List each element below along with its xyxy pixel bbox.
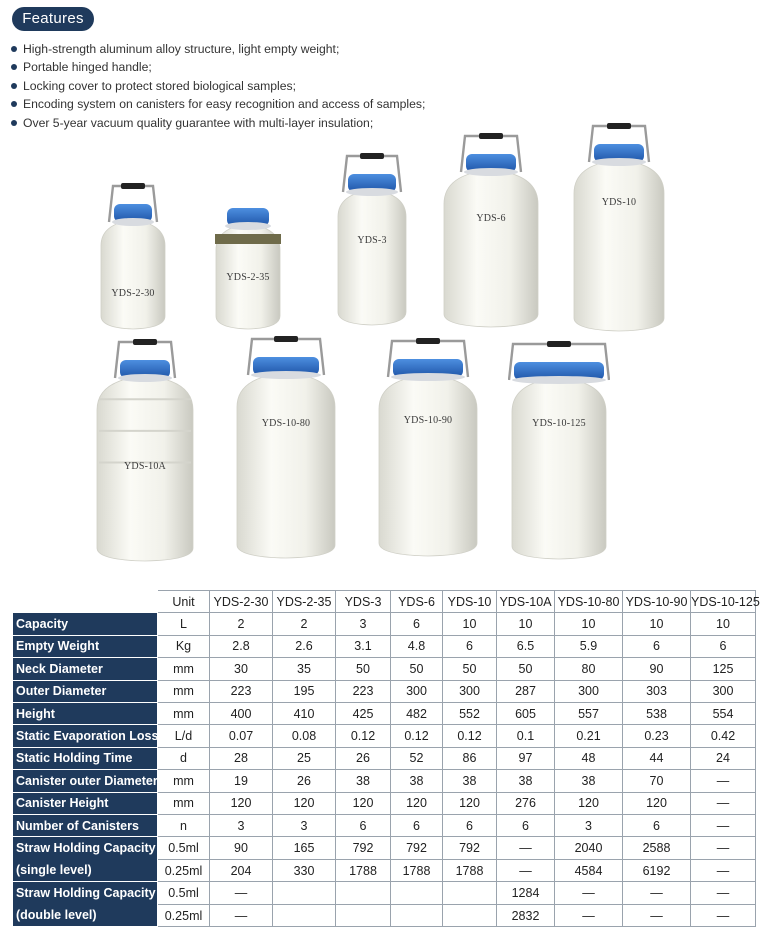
value-cell: 276	[497, 792, 555, 814]
value-cell: —	[210, 882, 273, 905]
value-cell: 90	[623, 658, 691, 680]
tank-label: YDS-10-125	[532, 418, 586, 429]
value-cell: 300	[443, 680, 497, 702]
value-cell: 0.12	[391, 725, 443, 747]
row-label: Static Evaporation Loss	[13, 725, 158, 747]
table-row	[13, 770, 756, 792]
value-cell: 300	[555, 680, 623, 702]
value-cell: 1788	[443, 859, 497, 882]
value-cell: —	[691, 814, 756, 836]
tank-body	[379, 375, 477, 556]
value-cell: 97	[497, 747, 555, 769]
row-label: Neck Diameter	[13, 658, 158, 680]
value-cell: 120	[210, 792, 273, 814]
tank-label: YDS-10	[601, 197, 637, 208]
value-cell: —	[623, 882, 691, 905]
value-cell: 195	[273, 680, 336, 702]
value-cell	[391, 882, 443, 905]
value-cell	[391, 904, 443, 927]
unit-cell: n	[158, 814, 210, 836]
column-header: YDS-6	[391, 591, 443, 613]
value-cell: 50	[443, 658, 497, 680]
handle-grip	[547, 341, 571, 347]
tank-yds-2-30	[97, 180, 169, 330]
value-cell: 24	[691, 747, 756, 769]
value-cell: 25	[273, 747, 336, 769]
value-cell: 0.1	[497, 725, 555, 747]
value-cell: 35	[273, 658, 336, 680]
row-label: Capacity	[13, 613, 158, 635]
tank-yds-10-90	[375, 335, 481, 557]
value-cell: 1284	[497, 882, 555, 905]
row-label: Empty Weight	[13, 635, 158, 657]
table-row	[13, 725, 756, 747]
value-cell: 10	[497, 613, 555, 635]
row-label-line: Straw Holding Capacity	[16, 841, 156, 856]
table-row	[13, 702, 756, 724]
row-label: Static Holding Time	[13, 747, 158, 769]
tank-label: YDS-2-30	[111, 288, 155, 299]
value-cell: 6192	[623, 859, 691, 882]
unit-cell: L/d	[158, 725, 210, 747]
value-cell: 223	[336, 680, 391, 702]
unit-cell: 0.5ml	[158, 882, 210, 905]
value-cell: 38	[443, 770, 497, 792]
value-cell: 26	[273, 770, 336, 792]
tank-neck-collar	[391, 373, 465, 381]
tank-yds-10	[570, 120, 668, 332]
features-badge: Features	[12, 7, 94, 31]
value-cell: 6	[391, 814, 443, 836]
row-label: Number of Canisters	[13, 814, 158, 836]
value-cell: 552	[443, 702, 497, 724]
tank-label: YDS-2-35	[226, 272, 270, 283]
unit-cell: d	[158, 747, 210, 769]
value-cell: 6	[623, 814, 691, 836]
tank-label: YDS-10A	[124, 461, 166, 472]
tank-neck-collar	[592, 158, 646, 166]
unit-cell: 0.5ml	[158, 837, 210, 860]
value-cell: 605	[497, 702, 555, 724]
value-cell	[443, 882, 497, 905]
value-cell: 10	[623, 613, 691, 635]
row-label-line: (single level)	[16, 863, 92, 878]
tank-body	[444, 170, 538, 327]
value-cell: 2040	[555, 837, 623, 860]
value-cell: 120	[273, 792, 336, 814]
value-cell: 38	[391, 770, 443, 792]
tank-body	[338, 190, 406, 325]
row-label: Canister outer Diameter	[13, 770, 158, 792]
value-cell: 287	[497, 680, 555, 702]
value-cell: 50	[336, 658, 391, 680]
value-cell: —	[555, 882, 623, 905]
unit-cell: mm	[158, 658, 210, 680]
tank-neck-collar	[112, 218, 154, 226]
tank-neck-collar	[464, 168, 518, 176]
value-cell: 410	[273, 702, 336, 724]
value-cell: —	[497, 859, 555, 882]
value-cell: —	[497, 837, 555, 860]
value-cell: 557	[555, 702, 623, 724]
value-cell: 6	[336, 814, 391, 836]
value-cell: 50	[391, 658, 443, 680]
column-header: YDS-10-90	[623, 591, 691, 613]
value-cell: 120	[623, 792, 691, 814]
value-cell: 38	[497, 770, 555, 792]
value-cell	[443, 904, 497, 927]
value-cell: 2832	[497, 904, 555, 927]
unit-cell: 0.25ml	[158, 904, 210, 927]
value-cell: 792	[443, 837, 497, 860]
handle-grip	[274, 336, 298, 342]
value-cell: 120	[391, 792, 443, 814]
value-cell: 425	[336, 702, 391, 724]
value-cell: 125	[691, 658, 756, 680]
table-row	[13, 814, 756, 836]
value-cell	[336, 904, 391, 927]
tank-yds-10-125	[508, 338, 610, 560]
tank-label: YDS-6	[476, 213, 506, 224]
unit-cell: L	[158, 613, 210, 635]
unit-cell: mm	[158, 770, 210, 792]
value-cell: —	[691, 859, 756, 882]
value-cell: 10	[443, 613, 497, 635]
value-cell: 120	[555, 792, 623, 814]
handle-grip	[479, 133, 503, 139]
unit-cell: 0.25ml	[158, 859, 210, 882]
value-cell: 538	[623, 702, 691, 724]
tank-label: YDS-10-90	[403, 415, 453, 426]
row-label: Height	[13, 702, 158, 724]
value-cell: 6	[443, 814, 497, 836]
value-cell: 0.21	[555, 725, 623, 747]
table-row	[13, 792, 756, 814]
value-cell: 19	[210, 770, 273, 792]
value-cell: 120	[336, 792, 391, 814]
handle-grip	[133, 339, 157, 345]
tank-yds-10-80	[233, 333, 339, 559]
value-cell: 165	[273, 837, 336, 860]
value-cell: 3	[555, 814, 623, 836]
value-cell: —	[555, 904, 623, 927]
handle-grip	[121, 183, 145, 189]
value-cell: 3	[273, 814, 336, 836]
table-row	[13, 747, 756, 769]
unit-cell: mm	[158, 702, 210, 724]
value-cell: 400	[210, 702, 273, 724]
spec-table	[12, 590, 760, 927]
row-label-line: (double level)	[16, 908, 97, 923]
value-cell: 6	[497, 814, 555, 836]
tank-yds-2-35	[212, 184, 284, 330]
table-row	[13, 882, 756, 905]
value-cell: —	[691, 837, 756, 860]
tank-neck-collar	[225, 222, 271, 230]
column-header: YDS-3	[336, 591, 391, 613]
column-header: Unit	[158, 591, 210, 613]
value-cell: 792	[336, 837, 391, 860]
value-cell: 0.07	[210, 725, 273, 747]
row-label	[13, 837, 158, 882]
unit-cell: mm	[158, 792, 210, 814]
tank-body	[574, 160, 664, 331]
table-row	[13, 837, 756, 860]
value-cell: 3	[336, 613, 391, 635]
value-cell: 2	[273, 613, 336, 635]
value-cell: 86	[443, 747, 497, 769]
table-row	[13, 613, 756, 635]
value-cell: 4584	[555, 859, 623, 882]
value-cell: 70	[623, 770, 691, 792]
value-cell: 44	[623, 747, 691, 769]
value-cell: 330	[273, 859, 336, 882]
value-cell: —	[623, 904, 691, 927]
features-list	[10, 40, 425, 132]
table-row	[13, 635, 756, 657]
feature-item: Locking cover to protect stored biological samples;	[10, 77, 425, 95]
column-header: Model	[13, 591, 158, 613]
value-cell: 38	[555, 770, 623, 792]
value-cell: 30	[210, 658, 273, 680]
tank-neck-collar	[346, 188, 398, 196]
value-cell: 300	[691, 680, 756, 702]
value-cell: 0.12	[443, 725, 497, 747]
row-label	[13, 882, 158, 927]
feature-item: High-strength aluminum alloy structure, light empty weight;	[10, 40, 425, 58]
value-cell: 2.8	[210, 635, 273, 657]
value-cell: 2.6	[273, 635, 336, 657]
value-cell: 3	[210, 814, 273, 836]
value-cell: 1788	[336, 859, 391, 882]
value-cell: 300	[391, 680, 443, 702]
value-cell: —	[691, 792, 756, 814]
value-cell: 80	[555, 658, 623, 680]
tank-body	[237, 373, 335, 558]
feature-item: Encoding system on canisters for easy recognition and access of samples;	[10, 95, 425, 113]
tank-label: YDS-10-80	[261, 418, 311, 429]
value-cell: 0.23	[623, 725, 691, 747]
value-cell: 38	[336, 770, 391, 792]
value-cell: 204	[210, 859, 273, 882]
table-header-row	[13, 591, 756, 613]
value-cell: 50	[497, 658, 555, 680]
value-cell: 10	[555, 613, 623, 635]
value-cell: 5.9	[555, 635, 623, 657]
column-header: YDS-10	[443, 591, 497, 613]
value-cell: 792	[391, 837, 443, 860]
tank-yds-10a	[93, 336, 197, 562]
column-header: YDS-10-80	[555, 591, 623, 613]
unit-cell: mm	[158, 680, 210, 702]
tank-yds-6	[440, 130, 542, 328]
value-cell: 90	[210, 837, 273, 860]
handle-grip	[607, 123, 631, 129]
value-cell: 48	[555, 747, 623, 769]
value-cell: 10	[691, 613, 756, 635]
row-label: Canister Height	[13, 792, 158, 814]
value-cell: 2	[210, 613, 273, 635]
value-cell	[273, 904, 336, 927]
value-cell: 223	[210, 680, 273, 702]
tank-yds-3	[334, 150, 410, 326]
value-cell: 6	[691, 635, 756, 657]
value-cell: —	[691, 904, 756, 927]
value-cell: 0.42	[691, 725, 756, 747]
value-cell: 482	[391, 702, 443, 724]
value-cell: —	[691, 770, 756, 792]
value-cell	[336, 882, 391, 905]
product-gallery	[0, 128, 764, 578]
value-cell: 2588	[623, 837, 691, 860]
value-cell: 6	[623, 635, 691, 657]
value-cell: 1788	[391, 859, 443, 882]
table-row	[13, 680, 756, 702]
tank-body	[512, 378, 606, 559]
column-header: YDS-2-35	[273, 591, 336, 613]
value-cell: —	[691, 882, 756, 905]
value-cell: 6	[443, 635, 497, 657]
tank-neck-collar	[251, 371, 321, 379]
column-header: YDS-10-125	[691, 591, 756, 613]
value-cell: 4.8	[391, 635, 443, 657]
feature-item: Over 5-year vacuum quality guarantee with multi-layer insulation;	[10, 114, 425, 132]
feature-item: Portable hinged handle;	[10, 58, 425, 76]
value-cell: 554	[691, 702, 756, 724]
tank-neck-collar	[118, 374, 172, 382]
value-cell: 0.08	[273, 725, 336, 747]
handle-grip	[360, 153, 384, 159]
value-cell: 28	[210, 747, 273, 769]
tank-body	[101, 220, 165, 329]
handle-grip	[416, 338, 440, 344]
value-cell: 120	[443, 792, 497, 814]
tank-neck-collar	[512, 376, 606, 384]
column-header: YDS-10A	[497, 591, 555, 613]
tank-strap	[215, 234, 281, 244]
value-cell: —	[210, 904, 273, 927]
value-cell: 303	[623, 680, 691, 702]
table-row	[13, 658, 756, 680]
row-label-line: Straw Holding Capacity	[16, 886, 156, 901]
row-label: Outer Diameter	[13, 680, 158, 702]
value-cell: 0.12	[336, 725, 391, 747]
value-cell: 3.1	[336, 635, 391, 657]
value-cell: 6	[391, 613, 443, 635]
value-cell: 6.5	[497, 635, 555, 657]
column-header: YDS-2-30	[210, 591, 273, 613]
unit-cell: Kg	[158, 635, 210, 657]
tank-label: YDS-3	[357, 235, 387, 246]
value-cell	[273, 882, 336, 905]
value-cell: 52	[391, 747, 443, 769]
value-cell: 26	[336, 747, 391, 769]
